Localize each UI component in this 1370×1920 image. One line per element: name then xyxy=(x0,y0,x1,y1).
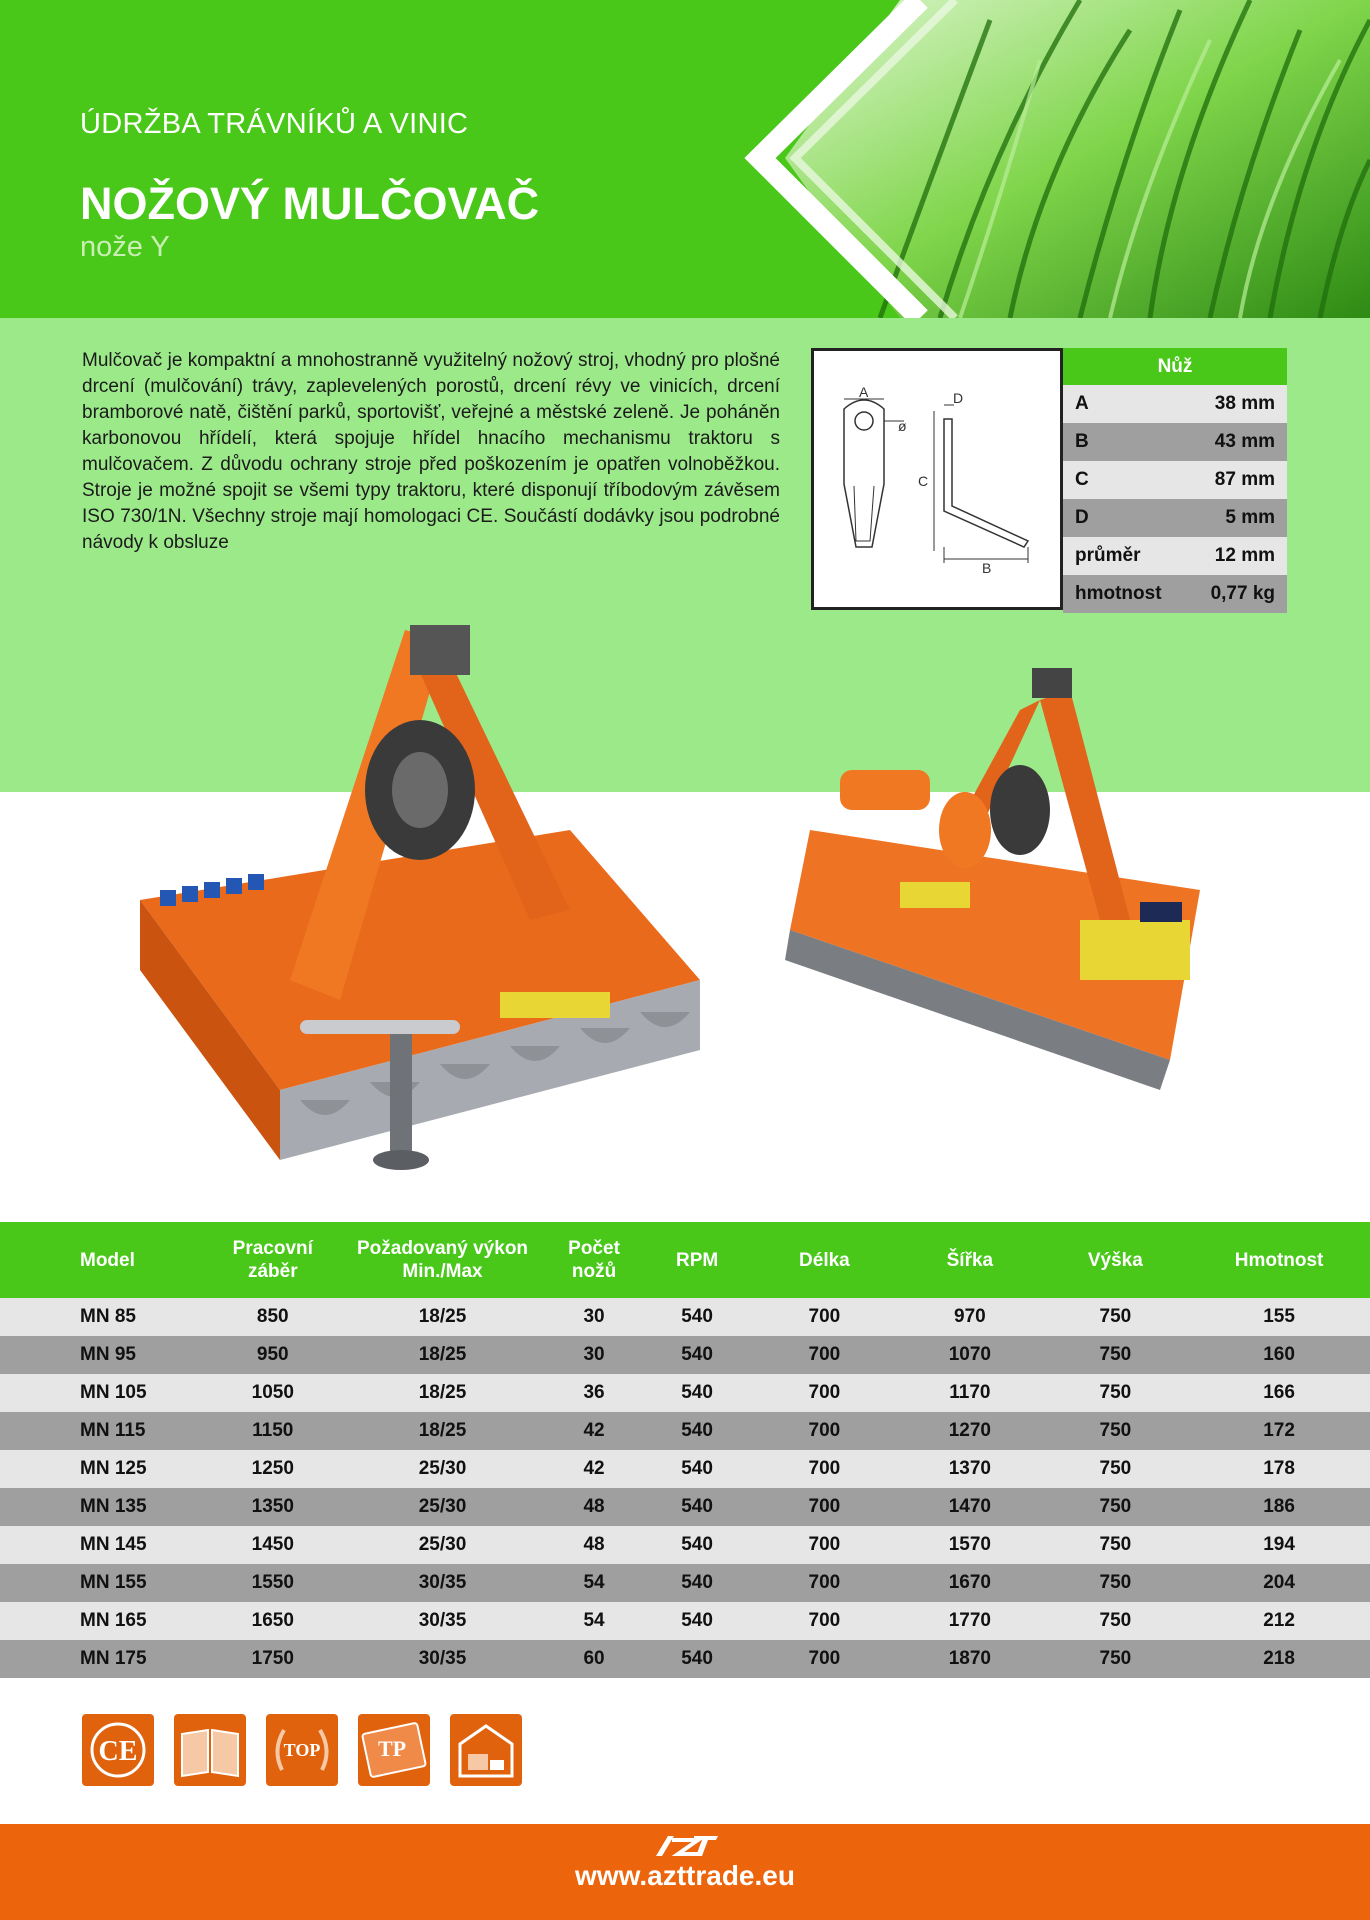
table-cell: 54 xyxy=(546,1602,643,1640)
table-cell: 18/25 xyxy=(339,1412,545,1450)
table-cell: 1450 xyxy=(206,1526,339,1564)
table-cell: 18/25 xyxy=(339,1374,545,1412)
table-cell: 178 xyxy=(1188,1450,1370,1488)
table-cell: 212 xyxy=(1188,1602,1370,1640)
blade-spec-label: průměr xyxy=(1063,537,1187,575)
table-cell: 700 xyxy=(752,1412,897,1450)
table-cell: 48 xyxy=(546,1488,643,1526)
table-row xyxy=(0,1450,1370,1488)
table-cell: 540 xyxy=(643,1640,752,1678)
blade-spec-label: A xyxy=(1063,385,1187,423)
table-cell: 160 xyxy=(1188,1336,1370,1374)
table-cell: 950 xyxy=(206,1336,339,1374)
table-cell: 1070 xyxy=(897,1336,1042,1374)
table-cell: MN 175 xyxy=(0,1640,206,1678)
table-cell: 700 xyxy=(752,1336,897,1374)
category-heading: ÚDRŽBA TRÁVNÍKŮ A VINIC xyxy=(80,108,469,140)
table-cell: 204 xyxy=(1188,1564,1370,1602)
blade-spec-label: C xyxy=(1063,461,1187,499)
column-header: Požadovaný výkon Min./Max xyxy=(339,1222,545,1298)
table-cell: 30/35 xyxy=(339,1602,545,1640)
table-cell: 700 xyxy=(752,1602,897,1640)
product-subtitle: nože Y xyxy=(80,231,170,263)
table-cell: 1670 xyxy=(897,1564,1042,1602)
table-cell: MN 155 xyxy=(0,1564,206,1602)
blade-spec-value: 12 mm xyxy=(1187,537,1287,575)
table-cell: 1650 xyxy=(206,1602,339,1640)
table-cell: 1770 xyxy=(897,1602,1042,1640)
table-cell: 54 xyxy=(546,1564,643,1602)
warehouse-stock-icon xyxy=(450,1714,522,1786)
table-cell: 1870 xyxy=(897,1640,1042,1678)
column-header: Model xyxy=(0,1222,206,1298)
table-cell: 750 xyxy=(1043,1640,1188,1678)
blade-spec-label: hmotnost xyxy=(1063,575,1187,613)
top-quality-icon xyxy=(266,1714,338,1786)
table-cell: 25/30 xyxy=(339,1488,545,1526)
dim-label-diameter: ø xyxy=(898,418,907,434)
header-banner xyxy=(0,0,1370,318)
technical-passport-icon xyxy=(358,1714,430,1786)
table-cell: 700 xyxy=(752,1526,897,1564)
table-cell: 750 xyxy=(1043,1374,1188,1412)
blade-spec-value: 87 mm xyxy=(1187,461,1287,499)
table-cell: 750 xyxy=(1043,1412,1188,1450)
table-cell: MN 145 xyxy=(0,1526,206,1564)
table-cell: 218 xyxy=(1188,1640,1370,1678)
table-row xyxy=(0,1526,1370,1564)
table-cell: 700 xyxy=(752,1564,897,1602)
table-cell: 1250 xyxy=(206,1450,339,1488)
table-cell: 1150 xyxy=(206,1412,339,1450)
table-cell: 750 xyxy=(1043,1564,1188,1602)
blade-spec-row xyxy=(1063,499,1287,537)
column-header: RPM xyxy=(643,1222,752,1298)
table-cell: 155 xyxy=(1188,1298,1370,1336)
table-row xyxy=(0,1488,1370,1526)
table-cell: 540 xyxy=(643,1450,752,1488)
table-cell: 700 xyxy=(752,1640,897,1678)
table-row xyxy=(0,1640,1370,1678)
table-cell: MN 85 xyxy=(0,1298,206,1336)
dim-label-d: D xyxy=(953,390,964,406)
table-cell: 60 xyxy=(546,1640,643,1678)
table-cell: 700 xyxy=(752,1374,897,1412)
table-cell: 540 xyxy=(643,1412,752,1450)
table-cell: 750 xyxy=(1043,1336,1188,1374)
table-cell: 1370 xyxy=(897,1450,1042,1488)
table-cell: 18/25 xyxy=(339,1298,545,1336)
azt-logo-icon xyxy=(650,1832,720,1858)
table-cell: 30 xyxy=(546,1336,643,1374)
table-cell: 540 xyxy=(643,1564,752,1602)
models-table xyxy=(0,1222,1370,1678)
blade-spec-value: 38 mm xyxy=(1187,385,1287,423)
table-cell: MN 135 xyxy=(0,1488,206,1526)
table-row xyxy=(0,1602,1370,1640)
blade-spec-row xyxy=(1063,575,1287,613)
column-header: Počet nožů xyxy=(546,1222,643,1298)
table-cell: 540 xyxy=(643,1336,752,1374)
table-cell: 700 xyxy=(752,1298,897,1336)
website-link[interactable]: www.azttrade.eu xyxy=(575,1860,795,1891)
table-cell: 1570 xyxy=(897,1526,1042,1564)
table-cell: 30/35 xyxy=(339,1564,545,1602)
table-cell: 1750 xyxy=(206,1640,339,1678)
tp-badge-text: TP xyxy=(377,1736,407,1761)
table-cell: MN 125 xyxy=(0,1450,206,1488)
product-title: NOŽOVÝ MULČOVAČ xyxy=(80,178,540,229)
column-header: Šířka xyxy=(897,1222,1042,1298)
table-cell: 1170 xyxy=(897,1374,1042,1412)
table-cell: 48 xyxy=(546,1526,643,1564)
blade-spec-header: Nůž xyxy=(1063,348,1287,385)
manual-book-icon xyxy=(174,1714,246,1786)
blade-spec-row xyxy=(1063,423,1287,461)
table-cell: 36 xyxy=(546,1374,643,1412)
table-cell: 166 xyxy=(1188,1374,1370,1412)
dim-label-a: A xyxy=(859,384,869,400)
ce-mark-icon xyxy=(82,1714,154,1786)
mulcher-rear-view xyxy=(785,668,1200,1090)
table-cell: MN 115 xyxy=(0,1412,206,1450)
table-cell: 172 xyxy=(1188,1412,1370,1450)
table-row xyxy=(0,1412,1370,1450)
column-header: Hmotnost xyxy=(1188,1222,1370,1298)
table-cell: MN 95 xyxy=(0,1336,206,1374)
table-row xyxy=(0,1336,1370,1374)
table-cell: 750 xyxy=(1043,1450,1188,1488)
table-cell: MN 105 xyxy=(0,1374,206,1412)
dim-label-c: C xyxy=(918,473,929,489)
table-cell: 1550 xyxy=(206,1564,339,1602)
table-row xyxy=(0,1564,1370,1602)
blade-spec-row xyxy=(1063,385,1287,423)
table-cell: 194 xyxy=(1188,1526,1370,1564)
table-cell: 1350 xyxy=(206,1488,339,1526)
table-cell: 1270 xyxy=(897,1412,1042,1450)
blade-spec-value: 0,77 kg xyxy=(1187,575,1287,613)
column-header: Délka xyxy=(752,1222,897,1298)
table-cell: 1050 xyxy=(206,1374,339,1412)
table-cell: 750 xyxy=(1043,1298,1188,1336)
blade-spec-row xyxy=(1063,537,1287,575)
table-cell: 18/25 xyxy=(339,1336,545,1374)
table-cell: 700 xyxy=(752,1450,897,1488)
table-cell: 540 xyxy=(643,1374,752,1412)
table-cell: 42 xyxy=(546,1450,643,1488)
table-cell: 42 xyxy=(546,1412,643,1450)
mulcher-front-view xyxy=(140,625,700,1170)
top-badge-text: TOP xyxy=(283,1740,321,1760)
table-cell: 540 xyxy=(643,1602,752,1640)
table-cell: 750 xyxy=(1043,1526,1188,1564)
table-cell: 750 xyxy=(1043,1602,1188,1640)
blade-spec-row xyxy=(1063,461,1287,499)
table-cell: 540 xyxy=(643,1298,752,1336)
table-cell: 30 xyxy=(546,1298,643,1336)
table-cell: 850 xyxy=(206,1298,339,1336)
column-header: Pracovní záběr xyxy=(206,1222,339,1298)
blade-spec-table xyxy=(1063,348,1287,613)
blade-diagram xyxy=(811,348,1063,610)
mulcher-product-photos xyxy=(120,620,1270,1180)
blade-spec-label: B xyxy=(1063,423,1187,461)
column-header: Výška xyxy=(1043,1222,1188,1298)
table-cell: 970 xyxy=(897,1298,1042,1336)
blade-spec-value: 5 mm xyxy=(1187,499,1287,537)
table-cell: 186 xyxy=(1188,1488,1370,1526)
blade-drawing xyxy=(814,351,1060,607)
table-row xyxy=(0,1298,1370,1336)
table-cell: 540 xyxy=(643,1526,752,1564)
ce-mark-text: CE xyxy=(98,1736,138,1767)
table-cell: 750 xyxy=(1043,1488,1188,1526)
table-cell: 25/30 xyxy=(339,1526,545,1564)
product-description: Mulčovač je kompaktní a mnohostranně využitelný nožový stroj, vhodný pro plošné drcení (mulčování) trávy, zaplevelených porostů, drcení révy ve vinicích, drcení bramborové natě, čištění parků, sportovišť, veřejné a městské zeleně. Je poháněn karbonovou hřídelí, která spojuje hřídel hnacího mechanismu traktoru s mulčovačem. Z důvodu ochrany stroje před poškozením je opatřen volnoběžkou. Stroje je možné spojit se všemi typy traktoru, které disponují tříbodovým závěsem ISO 730/1N. Všechny stroje mají homologaci CE. Součástí dodávky jsou podrobné návody k obsluze xyxy=(82,350,780,553)
blade-spec-label: D xyxy=(1063,499,1187,537)
table-row xyxy=(0,1374,1370,1412)
table-cell: MN 165 xyxy=(0,1602,206,1640)
table-cell: 700 xyxy=(752,1488,897,1526)
grass-photo xyxy=(0,0,1370,318)
table-cell: 1470 xyxy=(897,1488,1042,1526)
blade-spec-value: 43 mm xyxy=(1187,423,1287,461)
table-cell: 25/30 xyxy=(339,1450,545,1488)
table-cell: 30/35 xyxy=(339,1640,545,1678)
table-cell: 540 xyxy=(643,1488,752,1526)
dim-label-b: B xyxy=(982,560,992,576)
